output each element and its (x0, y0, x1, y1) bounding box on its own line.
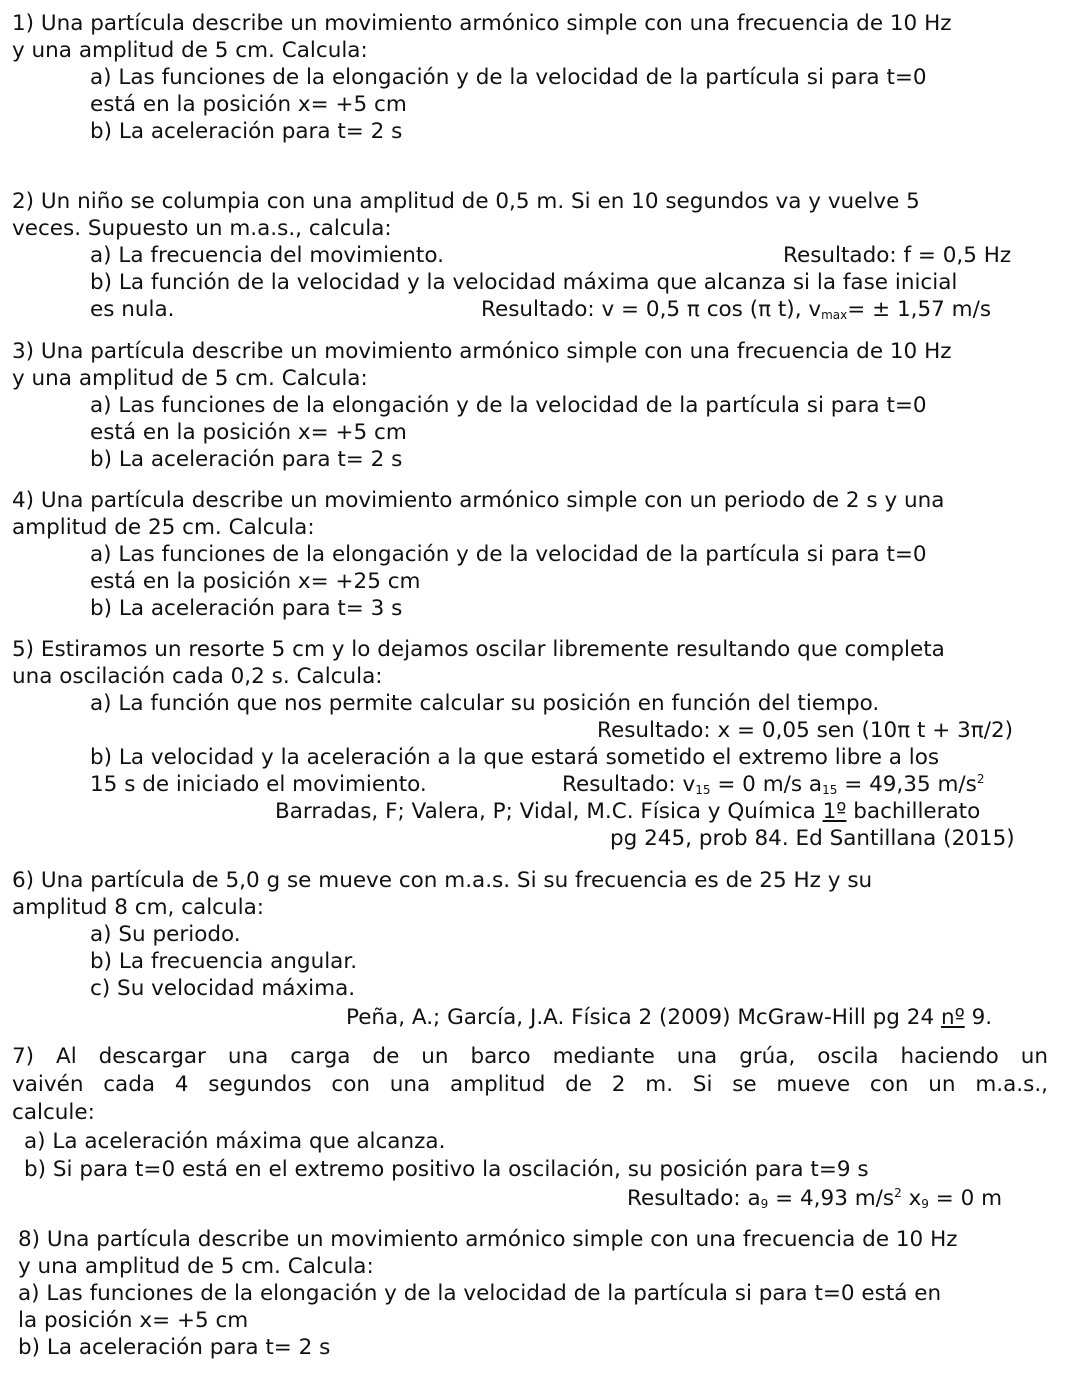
problem-8-line-1: 8) Una partícula describe un movimiento armónico simple con una frecuencia de 10 Hz (18, 1227, 958, 1252)
problem-1-part-a-line-2: está en la posición x= +5 cm (90, 92, 407, 117)
problem-5-reference-line-2: pg 245, prob 84. Ed Santillana (2015) (610, 826, 1015, 851)
problem-3-line-1: 3) Una partícula describe un movimiento armónico simple con una frecuencia de 10 Hz (12, 339, 952, 364)
problem-2-part-a-result: Resultado: f = 0,5 Hz (783, 243, 1012, 268)
problem-6-part-c: c) Su velocidad máxima. (90, 976, 356, 1001)
problem-3-part-a-line-1: a) Las funciones de la elongación y de la velocidad de la partícula si para t=0 (90, 393, 927, 418)
problem-5-part-b-line-2: 15 s de iniciado el movimiento. (90, 772, 427, 797)
problem-7-part-b: b) Si para t=0 está en el extremo positivo la oscilación, su posición para t=9 s (24, 1157, 869, 1182)
problem-2-line-1: 2) Un niño se columpia con una amplitud de 0,5 m. Si en 10 segundos va y vuelve 5 (12, 189, 920, 214)
problem-2-part-b-result: Resultado: v = 0,5 π cos (π t), $v_{max}= \pm 1,57$ m/s (481, 297, 992, 322)
problem-8-part-a-line-2: la posición x= +5 cm (18, 1308, 249, 1333)
problem-4-line-1: 4) Una partícula describe un movimiento armónico simple con un periodo de 2 s y una (12, 488, 945, 513)
problem-5-part-a: a) La función que nos permite calcular su posición en función del tiempo. (90, 691, 880, 716)
problem-1-line-1: 1) Una partícula describe un movimiento armónico simple con una frecuencia de 10 Hz (12, 11, 952, 36)
problem-5-reference-line-1: Barradas, F; Valera, P; Vidal, M.C. Física y Química 1º bachillerato (275, 799, 981, 824)
problem-8-part-a-line-1: a) Las funciones de la elongación y de la velocidad de la partícula si para t=0 está en (18, 1281, 942, 1306)
problem-4-part-a-line-2: está en la posición x= +25 cm (90, 569, 421, 594)
problem-7-line-2: vaivén cada 4 segundos con una amplitud de 2 m. Si se mueve con un m.a.s., (12, 1072, 1048, 1097)
problem-1-part-a-line-1: a) Las funciones de la elongación y de la velocidad de la partícula si para t=0 (90, 65, 927, 90)
problem-3-line-2: y una amplitud de 5 cm. Calcula: (12, 366, 368, 391)
problem-8-part-b: b) La aceleración para t= 2 s (18, 1335, 331, 1360)
problem-2-part-b-line-2: es nula. (90, 297, 175, 322)
problem-5-part-a-result: Resultado: x = 0,05 sen (10π t + 3π/2) (597, 718, 1014, 743)
problem-6-part-b: b) La frecuencia angular. (90, 949, 358, 974)
problem-7-part-a: a) La aceleración máxima que alcanza. (24, 1129, 446, 1154)
problem-7-result: Resultado: $a_9 = 4,93$ $m/s^2$ $x_9 = 0$ m (627, 1186, 1003, 1211)
problem-7-line-1: 7) Al descargar una carga de un barco mediante una grúa, oscila haciendo un (12, 1044, 1048, 1069)
problem-2-part-a: a) La frecuencia del movimiento. (90, 243, 444, 268)
problem-6-reference: Peña, A.; García, J.A. Física 2 (2009) McGraw-Hill pg 24 nº 9. (346, 1005, 993, 1030)
problem-4-line-2: amplitud de 25 cm. Calcula: (12, 515, 315, 540)
problem-5-part-b-line-1: b) La velocidad y la aceleración a la que estará sometido el extremo libre a los (90, 745, 940, 770)
problem-8-line-2: y una amplitud de 5 cm. Calcula: (18, 1254, 374, 1279)
problem-5-line-2: una oscilación cada 0,2 s. Calcula: (12, 664, 383, 689)
problem-1-part-b: b) La aceleración para t= 2 s (90, 119, 403, 144)
problem-6-part-a: a) Su periodo. (90, 922, 241, 947)
problem-6-line-2: amplitud 8 cm, calcula: (12, 895, 265, 920)
problem-1-line-2: y una amplitud de 5 cm. Calcula: (12, 38, 368, 63)
problem-2-part-b-line-1: b) La función de la velocidad y la velocidad máxima que alcanza si la fase inicial (90, 270, 958, 295)
problem-6-line-1: 6) Una partícula de 5,0 g se mueve con m.a.s. Si su frecuencia es de 25 Hz y su (12, 868, 873, 893)
problem-3-part-b: b) La aceleración para t= 2 s (90, 447, 403, 472)
problem-5-line-1: 5) Estiramos un resorte 5 cm y lo dejamos oscilar libremente resultando que completa (12, 637, 945, 662)
problem-2-line-2: veces. Supuesto un m.a.s., calcula: (12, 216, 392, 241)
problem-4-part-a-line-1: a) Las funciones de la elongación y de la velocidad de la partícula si para t=0 (90, 542, 927, 567)
problem-5-part-b-result: Resultado: $v_{15} = 0$ m/s $a_{15} = 49,35$ $m/s^2$ (562, 772, 985, 797)
problem-3-part-a-line-2: está en la posición x= +5 cm (90, 420, 407, 445)
problem-7-line-3: calcule: (12, 1100, 95, 1125)
problem-4-part-b: b) La aceleración para t= 3 s (90, 596, 403, 621)
